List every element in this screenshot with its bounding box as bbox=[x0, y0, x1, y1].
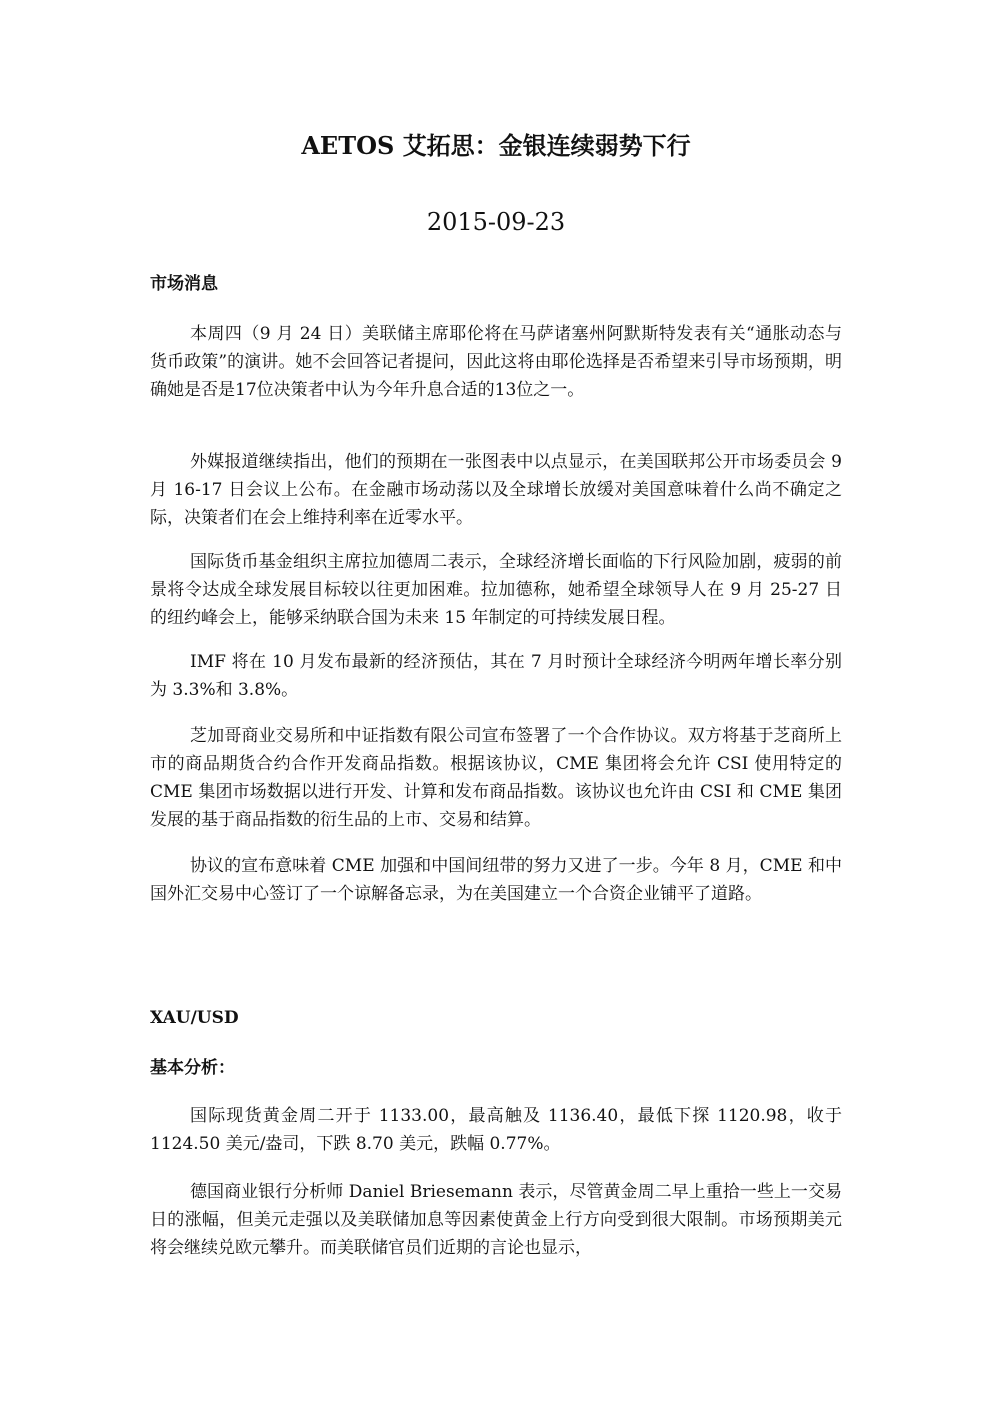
market-news-paragraph-6: 协议的宣布意味着 CME 加强和中国间纽带的努力又进了一步。今年 8 月，CME 和中国外汇交易中心签订了一个谅解备忘录，为在美国建立一个合资企业铺平了道路。 bbox=[150, 856, 842, 904]
instrument-symbol: XAU/USD bbox=[150, 1008, 239, 1028]
market-news-paragraph-5: 芝加哥商业交易所和中证指数有限公司宣布签署了一个合作协议。双方将基于芝商所上市的商品期货合约合作开发商品指数。根据该协议，CME 集团将会允许 CSI 使用特定的 CME 集团市场数据以进行开发、计算和发布商品指数。该协议也允许由 CSI 和 CME 集团发展的基于商品指数的衍生品的上市、交易和结算。 bbox=[150, 726, 842, 830]
fundamental-analysis-heading: 基本分析： bbox=[150, 1058, 235, 1078]
market-news-heading: 市场消息 bbox=[150, 274, 218, 294]
market-news-paragraph-3: 国际货币基金组织主席拉加德周二表示，全球经济增长面临的下行风险加剧，疲弱的前景将令达成全球发展目标较以往更加困难。拉加德称，她希望全球领导人在 9 月 25-27 日的纽约峰会上，能够采纳联合国为未来 15 年制定的可持续发展日程。 bbox=[150, 552, 842, 628]
market-news-paragraph-2: 外媒报道继续指出，他们的预期在一张图表中以点显示，在美国联邦公开市场委员会 9 月 16-17 日会议上公布。在金融市场动荡以及全球增长放缓对美国意味着什么尚不确定之际，决策者们在会上维持利率在近零水平。 bbox=[150, 452, 842, 528]
market-news-paragraph-1: 本周四（9 月 24 日）美联储主席耶伦将在马萨诸塞州阿默斯特发表有关“通胀动态与货币政策”的演讲。她不会回答记者提问，因此这将由耶伦选择是否希望来引导市场预期，明确她是否是17位决策者中认为今年升息合适的13位之一。 bbox=[150, 324, 842, 400]
xau-paragraph-1: 国际现货黄金周二开于 1133.00，最高触及 1136.40，最低下探 1120.98，收于 1124.50 美元/盎司，下跌 8.70 美元，跌幅 0.77%。 bbox=[150, 1106, 842, 1154]
document-title: AETOS 艾拓思：金银连续弱势下行 bbox=[301, 131, 691, 160]
xau-paragraph-2: 德国商业银行分析师 Daniel Briesemann 表示，尽管黄金周二早上重拾一些上一交易日的涨幅，但美元走强以及美联储加息等因素使黄金上行方向受到很大限制。市场预期美元将会继续兑欧元攀升。而美联储官员们近期的言论也显示， bbox=[150, 1182, 842, 1258]
document-date: 2015-09-23 bbox=[426, 208, 566, 236]
market-news-paragraph-4: IMF 将在 10 月发布最新的经济预估，其在 7 月时预计全球经济今明两年增长率分别为 3.3%和 3.8%。 bbox=[150, 652, 842, 700]
